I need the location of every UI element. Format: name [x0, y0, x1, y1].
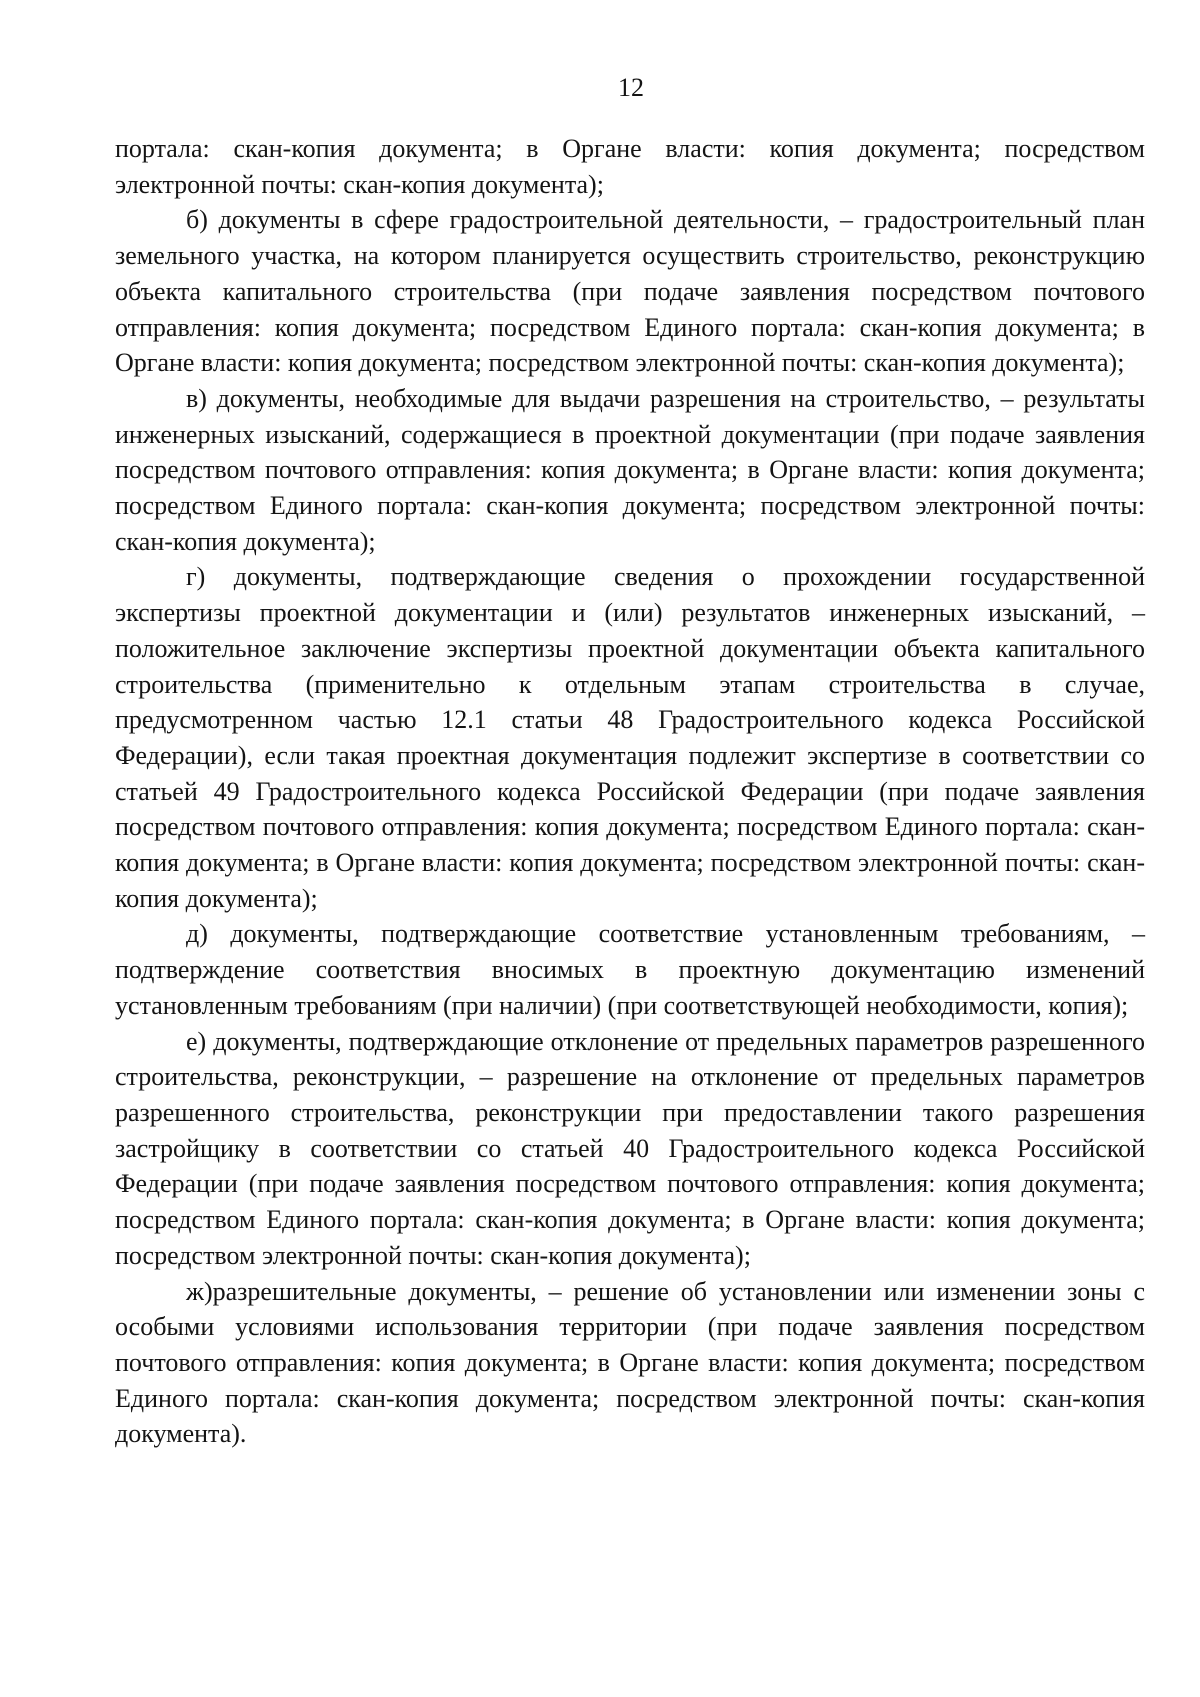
paragraph-item-g: г) документы, подтверждающие сведения о прохождении государственной экспертизы проектной документации и (или) результатов инженерных изысканий, – положительное заключение экспертизы проектной документации объекта капитального строительства (применительно к отдельным этапам строительства в случае, предусмотренном частью 12.1 статьи 48 Градостроительного кодекса Российской Федерации), если такая проектная документация подлежит экспертизе в соответствии со статьей 49 Градостроительного кодекса Российской Федерации (при подаче заявления посредством почтового отправления: копия документа; посредством Единого портала: скан-копия документа; в Органе власти: копия документа; посредством электронной почты: скан-копия документа); — [115, 562, 1145, 913]
paragraph-item-e: е) документы, подтверждающие отклонение от предельных параметров разрешенного строительства, реконструкции, – разрешение на отклонение от предельных параметров разрешенного строительства, реконструкции при предоставлении такого разрешения застройщику в соответствии со статьей 40 Градостроительного кодекса Российской Федерации (при подаче заявления посредством почтового отправления: копия документа; посредством Единого портала: скан-копия документа; в Органе власти: копия документа; посредством электронной почты: скан-копия документа); — [115, 1026, 1145, 1270]
document-body — [115, 131, 1145, 1452]
paragraph-item-zh: ж)разрешительные документы, – решение об установлении или изменении зоны с особыми условиями использования территории (при подаче заявления посредством почтового отправления: копия документа; в Органе власти: копия документа; посредством Единого портала: скан-копия документа; посредством электронной почты: скан-копия документа). — [115, 1276, 1145, 1449]
paragraph-item-b: б) документы в сфере градостроительной деятельности, – градостроительный план земельного участка, на котором планируется осуществить строительство, реконструкцию объекта капитального строительства (при подаче заявления посредством почтового отправления: копия документа; посредством Единого портала: скан-копия документа; в Органе власти: копия документа; посредством электронной почты: скан-копия документа); — [115, 205, 1145, 378]
paragraph-continuation: портала: скан-копия документа; в Органе власти: копия документа; посредством электронной почты: скан-копия документа); — [115, 134, 1145, 199]
paragraph-item-d: д) документы, подтверждающие соответствие установленным требованиям, – подтверждение соответствия вносимых в проектную документацию изменений установленным требованиям (при наличии) (при соответствующей необходимости, копия); — [115, 919, 1145, 1020]
paragraph-item-v: в) документы, необходимые для выдачи разрешения на строительство, – результаты инженерных изысканий, содержащиеся в проектной документации (при подаче заявления посредством почтового отправления: копия документа; в Органе власти: копия документа; посредством Единого портала: скан-копия документа; посредством электронной почты: скан-копия документа); — [115, 383, 1145, 556]
page-number: 12 — [618, 73, 644, 102]
